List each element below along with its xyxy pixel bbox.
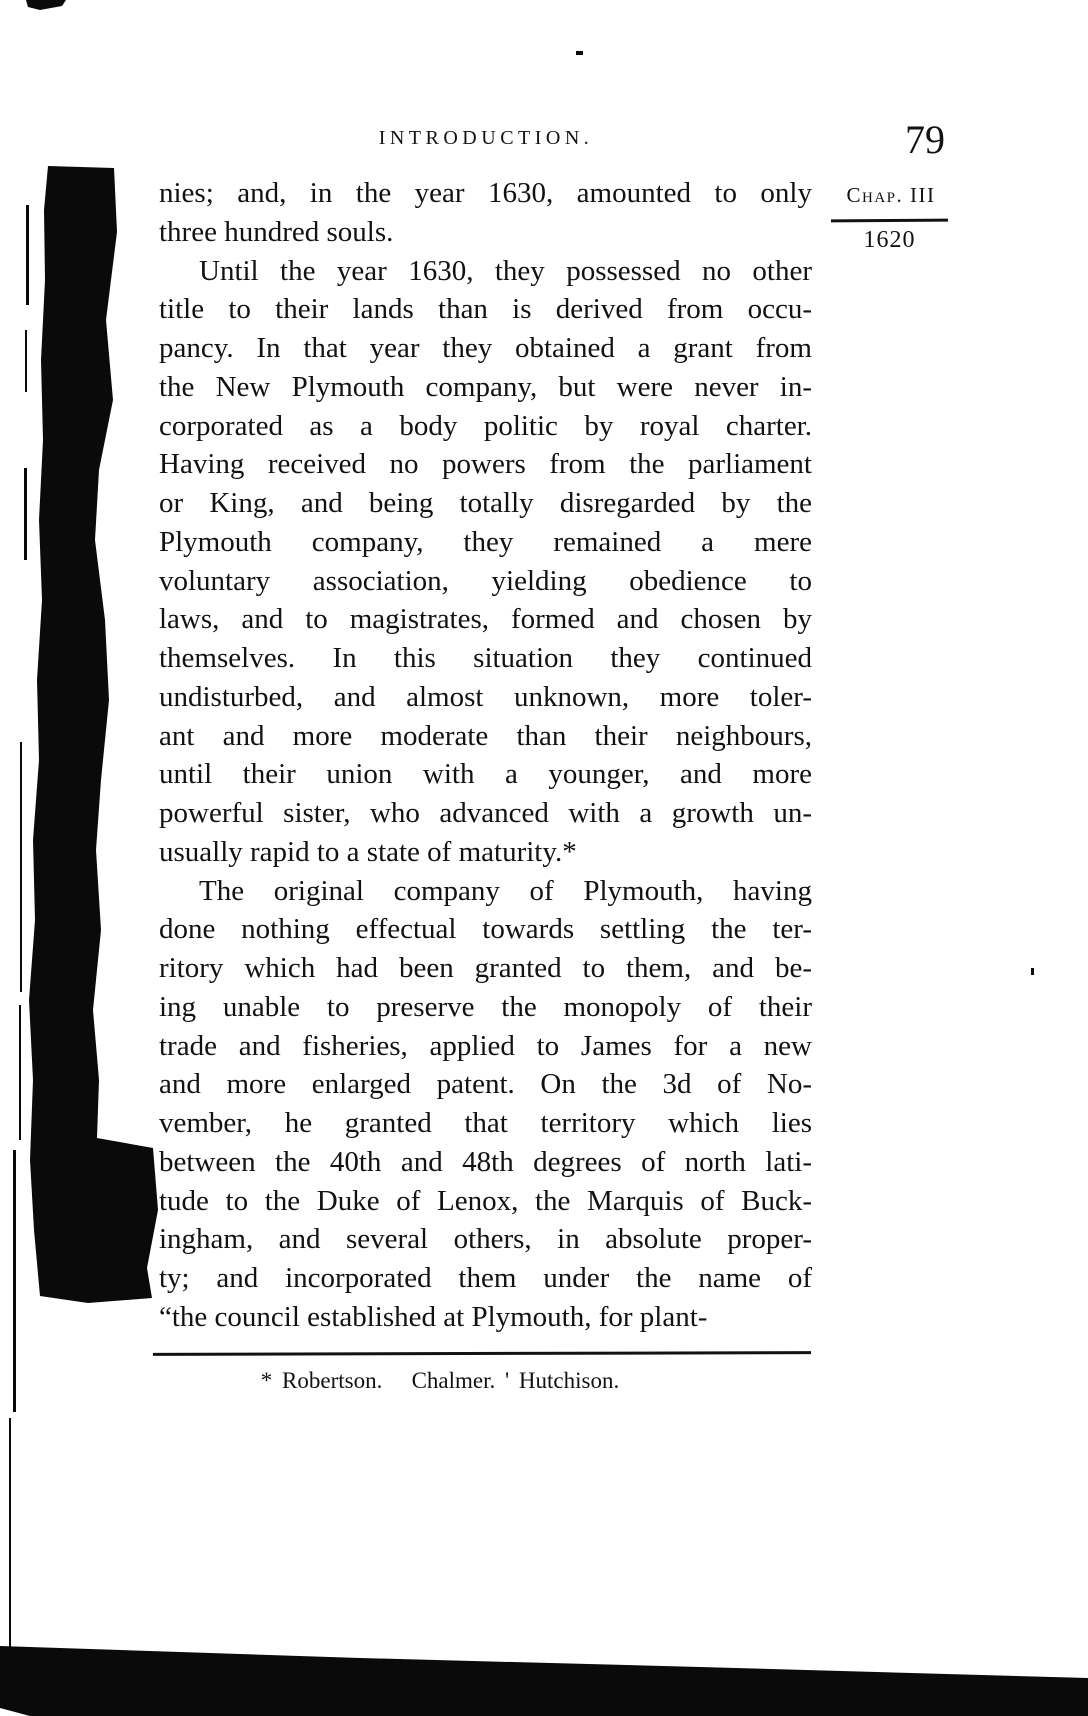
scan-line-artifact (13, 1150, 16, 1412)
footnote: * Robertson. Chalmer. ' Hutchison. (260, 1368, 620, 1393)
body-line: usually rapid to a state of maturity.* (159, 835, 577, 868)
body-line: the New Plymouth company, but were never in- (159, 370, 812, 403)
body-line: The original company of Plymouth, having (199, 874, 812, 907)
body-line: themselves. In this situation they continued (159, 642, 812, 674)
body-line: powerful sister, who advanced with a growth un- (159, 797, 812, 829)
speck-artifact (576, 51, 583, 55)
footnote-rule (153, 1351, 811, 1356)
scan-line-artifact (24, 468, 27, 560)
ink-blot-artifact (29, 166, 158, 1303)
scan-line-artifact (9, 1418, 11, 1658)
margin-note-year: 1620 (863, 227, 916, 253)
body-line: between the 40th and 48th degrees of north lati- (159, 1145, 812, 1178)
scan-line-artifact (19, 1005, 21, 1140)
body-line: trade and fisheries, applied to James for a new (159, 1029, 812, 1062)
scan-line-artifact (26, 205, 29, 305)
body-line: “the council established at Plymouth, for plant- (159, 1300, 708, 1333)
scan-line-artifact (25, 330, 27, 392)
page-number: 79 (905, 117, 945, 162)
body-line: title to their lands than is derived from occu- (159, 293, 812, 326)
body-line: until their union with a younger, and more (159, 758, 812, 791)
body-line: undisturbed, and almost unknown, more toler- (159, 680, 812, 713)
body-line: Plymouth company, they remained a mere (159, 525, 812, 558)
body-line: done nothing effectual towards settling the ter- (159, 913, 812, 946)
body-line: ing unable to preserve the monopoly of their (159, 990, 812, 1023)
body-line: ty; and incorporated them under the name of (159, 1262, 812, 1294)
body-line: Until the year 1630, they possessed no other (199, 254, 812, 287)
body-line: ritory which had been granted to them, and be- (159, 952, 812, 984)
body-line: voluntary association, yielding obedience to (159, 564, 812, 597)
body-line: and more enlarged patent. On the 3d of No- (159, 1068, 812, 1101)
body-line: or King, and being totally disregarded by the (159, 487, 812, 519)
body-line: three hundred souls. (159, 215, 394, 248)
body-text (159, 174, 812, 1337)
speck-artifact (1031, 968, 1034, 975)
margin-note-rule (831, 219, 948, 223)
body-line: corporated as a body politic by royal charter. (159, 409, 812, 442)
running-header: INTRODUCTION. (378, 127, 594, 149)
body-line: Having received no powers from the parliament (159, 448, 812, 481)
margin-note-chapter: Chap. III (846, 183, 936, 207)
body-line: nies; and, in the year 1630, amounted to only (159, 177, 812, 209)
body-line: laws, and to magistrates, formed and chosen by (159, 603, 812, 636)
body-line: pancy. In that year they obtained a grant from (159, 332, 812, 364)
body-line: vember, he granted that territory which lies (159, 1107, 812, 1139)
body-line: tude to the Duke of Lenox, the Marquis of Buck- (159, 1184, 812, 1217)
ink-blot-artifact (26, 0, 66, 10)
body-line: ingham, and several others, in absolute proper- (159, 1223, 812, 1256)
scan-line-artifact (20, 742, 22, 992)
body-line: ant and more moderate than their neighbours, (159, 719, 812, 752)
scan-band-artifact (0, 1646, 1088, 1716)
